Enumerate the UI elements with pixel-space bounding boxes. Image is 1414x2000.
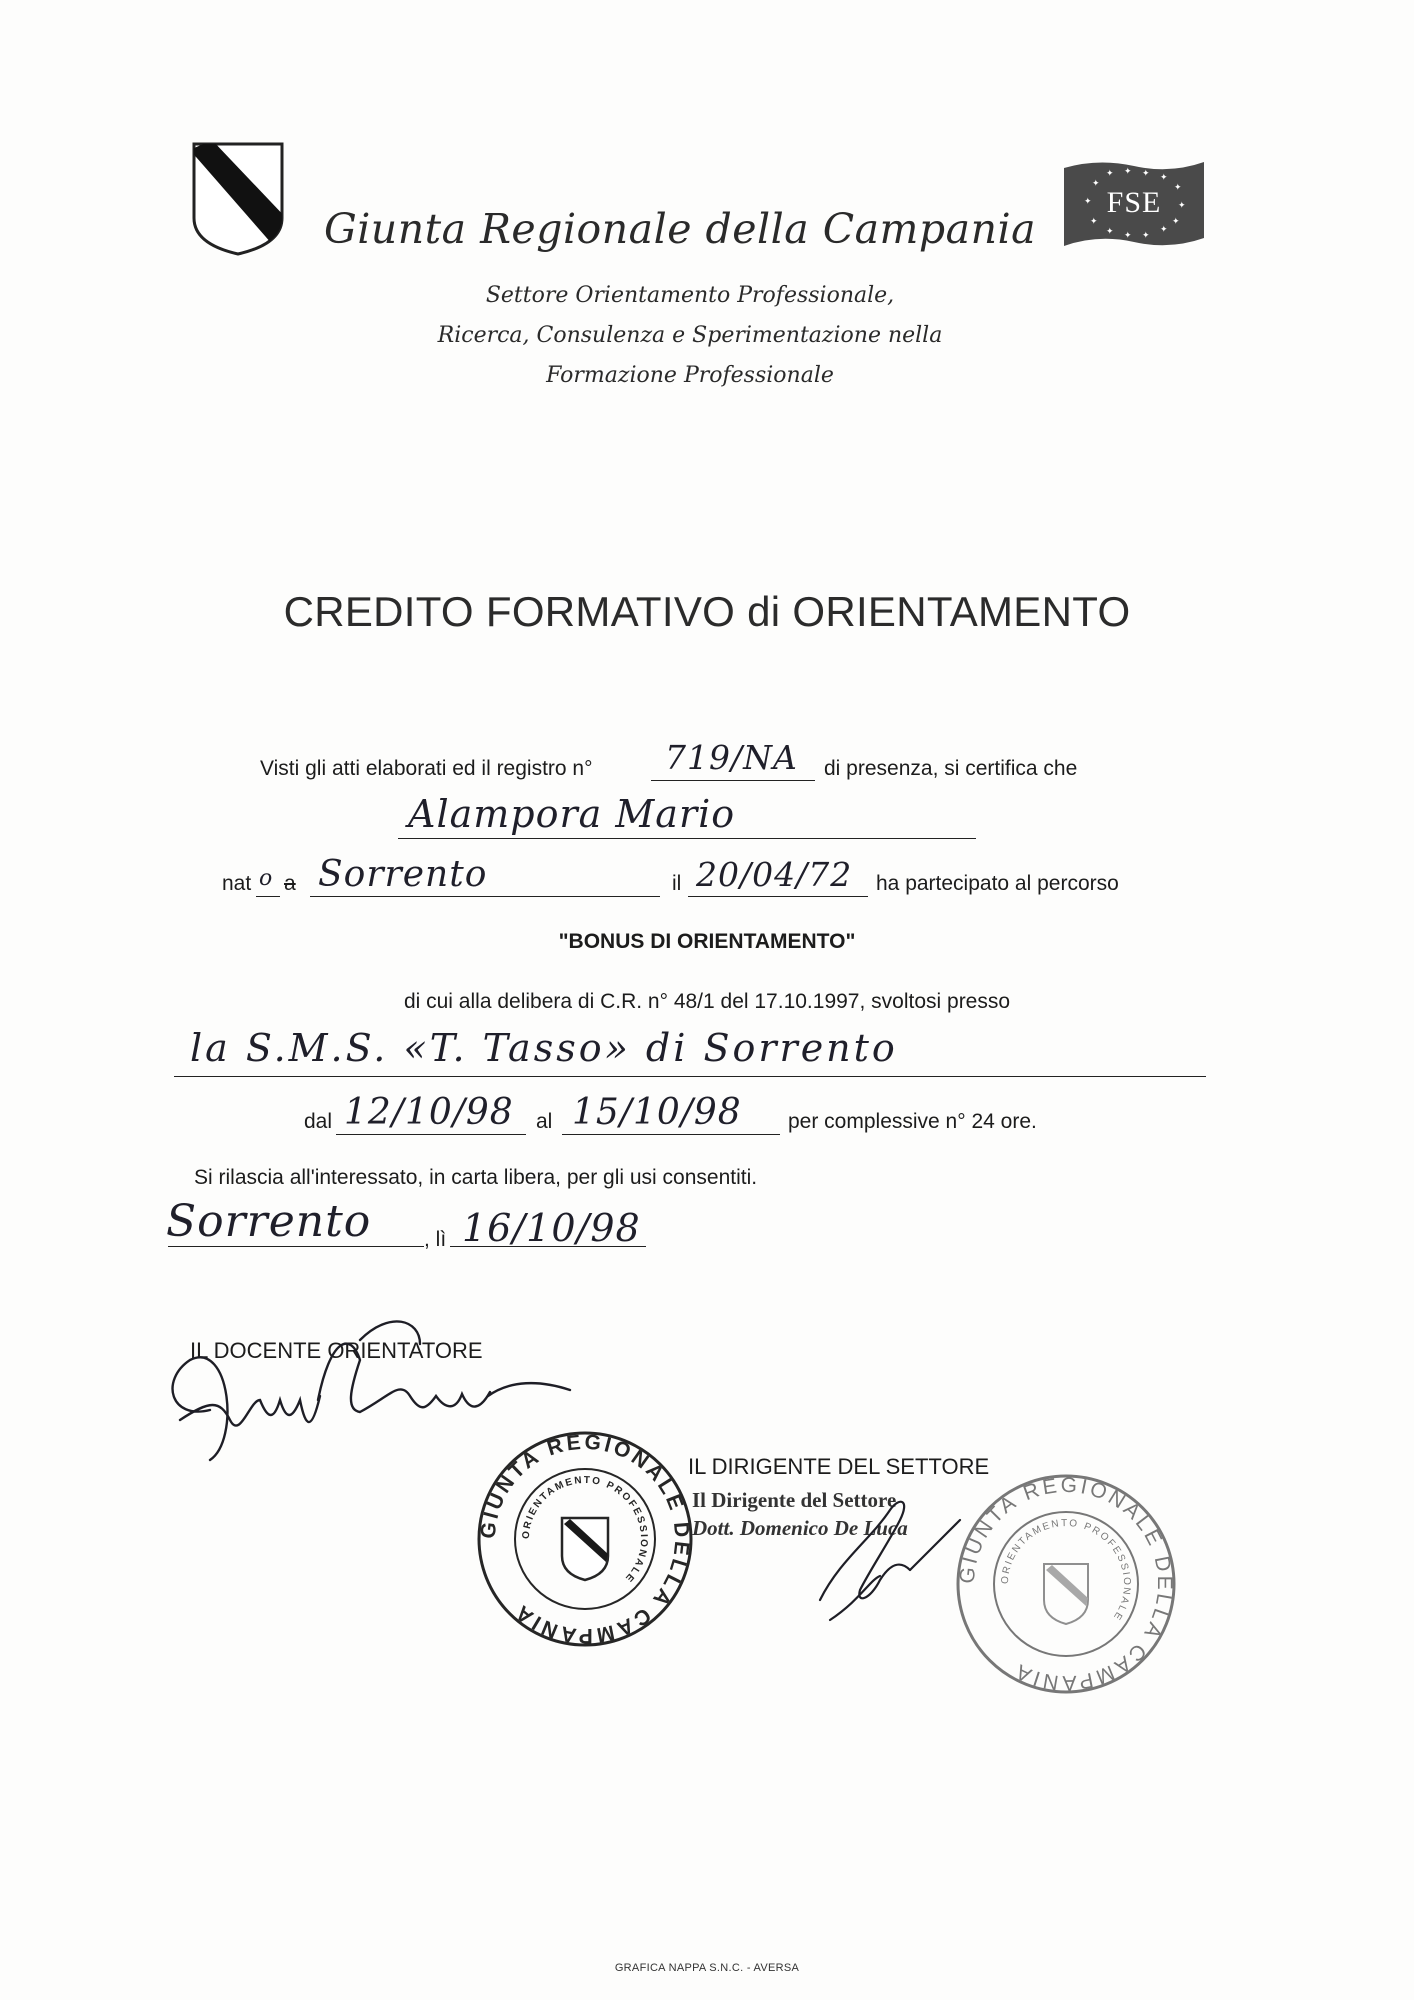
- seal-left-outer-text: GIUNTA REGIONALE DELLA CAMPANIA: [476, 1430, 694, 1648]
- release-text: Si rilascia all'interessato, in carta libera, per gli usi consentiti.: [194, 1166, 758, 1189]
- period-al: al: [536, 1110, 553, 1133]
- delibera-text: di cui alla delibera di C.R. n° 48/1 del 17.10.1997, svoltosi presso: [403, 990, 1011, 1013]
- name-underline: [398, 838, 976, 839]
- period-dal: dal: [304, 1110, 333, 1133]
- place-value: Sorrento: [166, 1196, 372, 1247]
- svg-text:✦: ✦: [1142, 231, 1150, 241]
- dirigente-stamp-line-1: Il Dirigente del Settore: [692, 1488, 897, 1512]
- born-suffix: ha partecipato al percorso: [876, 872, 1119, 895]
- svg-text:✦: ✦: [1160, 225, 1168, 235]
- department-line-2: Ricerca, Consulenza e Sperimentazione nella: [437, 323, 943, 348]
- svg-text:✦: ✦: [1106, 227, 1114, 237]
- official-seal-left-icon: [470, 1424, 700, 1654]
- period-to-value: 15/10/98: [572, 1092, 742, 1133]
- birthdate-underline: [688, 896, 868, 897]
- dirigente-label: IL DIRIGENTE DEL SETTORE: [688, 1454, 990, 1479]
- registro-prefix: Visti gli atti elaborati ed il registro n°: [260, 757, 593, 780]
- school-underline: [174, 1076, 1206, 1077]
- svg-text:✦: ✦: [1106, 169, 1114, 179]
- place-li: , lì: [424, 1228, 447, 1251]
- docente-label: IL DOCENTE ORIENTATORE: [190, 1338, 483, 1363]
- svg-text:ORIENTAMENTO PROFESSIONALE: [1000, 1518, 1132, 1623]
- student-name: Alampora Mario: [408, 792, 736, 836]
- official-seal-right-icon: [948, 1466, 1184, 1702]
- period-suffix: per complessive n° 24 ore.: [788, 1110, 1037, 1133]
- registro-suffix: di presenza, si certifica che: [824, 757, 1078, 780]
- born-gender: o: [259, 866, 274, 891]
- svg-text:✦: ✦: [1172, 217, 1180, 227]
- born-gender-underline: [256, 896, 280, 897]
- department-line-1: Settore Orientamento Professionale,: [485, 283, 895, 308]
- birthdate-value: 20/04/72: [696, 855, 853, 894]
- svg-text:✦: ✦: [1090, 217, 1098, 227]
- campania-crest-icon: [190, 140, 286, 258]
- department-line-3: Formazione Professionale: [546, 363, 834, 388]
- svg-text:✦: ✦: [1092, 179, 1100, 189]
- fse-logo-text: FSE: [1106, 186, 1162, 219]
- institution-name: Giunta Regionale della Campania: [323, 205, 1037, 253]
- svg-text:✦: ✦: [1178, 201, 1186, 211]
- svg-text:✦: ✦: [1124, 167, 1132, 177]
- birthplace-value: Sorrento: [318, 854, 488, 895]
- period-from-underline: [336, 1134, 526, 1135]
- seal-right-inner-text: ORIENTAMENTO PROFESSIONALE: [999, 1517, 1133, 1624]
- svg-text:✦: ✦: [1160, 173, 1168, 183]
- registro-underline: [651, 780, 815, 781]
- svg-text:✦: ✦: [1124, 231, 1132, 241]
- born-prefix: nat: [222, 872, 252, 895]
- school-value: la S.M.S. «T. Tasso» di Sorrento: [190, 1026, 898, 1070]
- svg-text:✦: ✦: [1084, 197, 1092, 207]
- svg-text:✦: ✦: [1174, 183, 1182, 193]
- program-name: "BONUS DI ORIENTAMENTO": [558, 930, 856, 953]
- fse-logo: [1062, 158, 1206, 250]
- svg-text:✦: ✦: [1142, 169, 1150, 179]
- seal-right-outer-text: GIUNTA REGIONALE DELLA CAMPANIA: [955, 1473, 1177, 1695]
- document-title: CREDITO FORMATIVO di ORIENTAMENTO: [283, 588, 1131, 635]
- born-a: a: [284, 872, 296, 895]
- born-il: il: [672, 872, 682, 895]
- registro-value: 719/NA: [665, 738, 798, 777]
- period-to-underline: [562, 1134, 780, 1135]
- birthplace-underline: [310, 896, 660, 897]
- seal-left-inner-text: ORIENTAMENTO PROFESSIONALE: [520, 1474, 650, 1585]
- dirigente-stamp-line-2: Dott. Domenico De Luca: [692, 1516, 908, 1540]
- issue-date-value: 16/10/98: [462, 1206, 641, 1250]
- period-from-value: 12/10/98: [344, 1092, 514, 1133]
- printer-credit: GRAFICA NAPPA S.N.C. - AVERSA: [614, 1962, 800, 1974]
